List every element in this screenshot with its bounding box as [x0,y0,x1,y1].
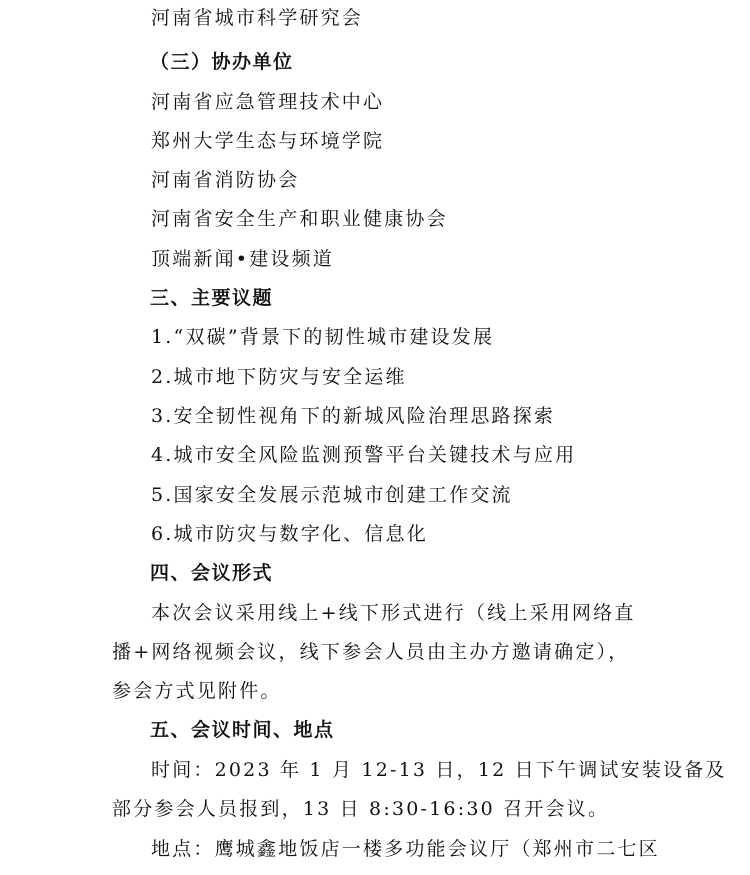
topic-item: 3.安全韧性视角下的新城风险治理思路探索 [151,405,556,427]
paragraph-line: 播+网络视频会议，线下参会人员由主办方邀请确定）， [112,641,630,663]
co-organizer-item: 河南省消防协会 [151,169,300,191]
paragraph-line: 地点：鹰城鑫地饭店一楼多功能会议厅（郑州市二七区 [151,838,660,860]
organizer-item: 河南省城市科学研究会 [151,7,364,29]
co-organizer-item: 郑州大学生态与环境学院 [151,130,385,152]
paragraph-line: 参会方式见附件。 [112,680,282,702]
co-organizer-item: 顶端新闻•建设频道 [151,248,335,270]
topic-item: 2.城市地下防灾与安全运维 [151,366,407,388]
section-title-meeting-format: 四、会议形式 [150,562,274,584]
topic-item: 4.城市安全风险监测预警平台关键技术与应用 [151,444,577,466]
topic-item: 6.城市防灾与数字化、信息化 [151,523,428,545]
paragraph-line: 本次会议采用线上+线下形式进行（线上采用网络直 [151,602,636,624]
paragraph-line: 时间：2023 年 1 月 12-13 日，12 日下午调试安装设备及 [151,759,727,781]
paragraph-line: 部分参会人员报到，13 日 8:30-16:30 召开会议。 [112,798,610,820]
topic-item: 1.“双碳”背景下的韧性城市建设发展 [151,326,495,348]
section-title-main-topics: 三、主要议题 [150,287,274,309]
subsection-title-co-organizers: （三）协办单位 [150,51,294,73]
topic-item: 5.国家安全发展示范城市创建工作交流 [151,484,513,506]
co-organizer-item: 河南省应急管理技术中心 [151,91,385,113]
co-organizer-item: 河南省安全生产和职业健康协会 [151,208,448,230]
section-title-time-place: 五、会议时间、地点 [150,719,335,741]
